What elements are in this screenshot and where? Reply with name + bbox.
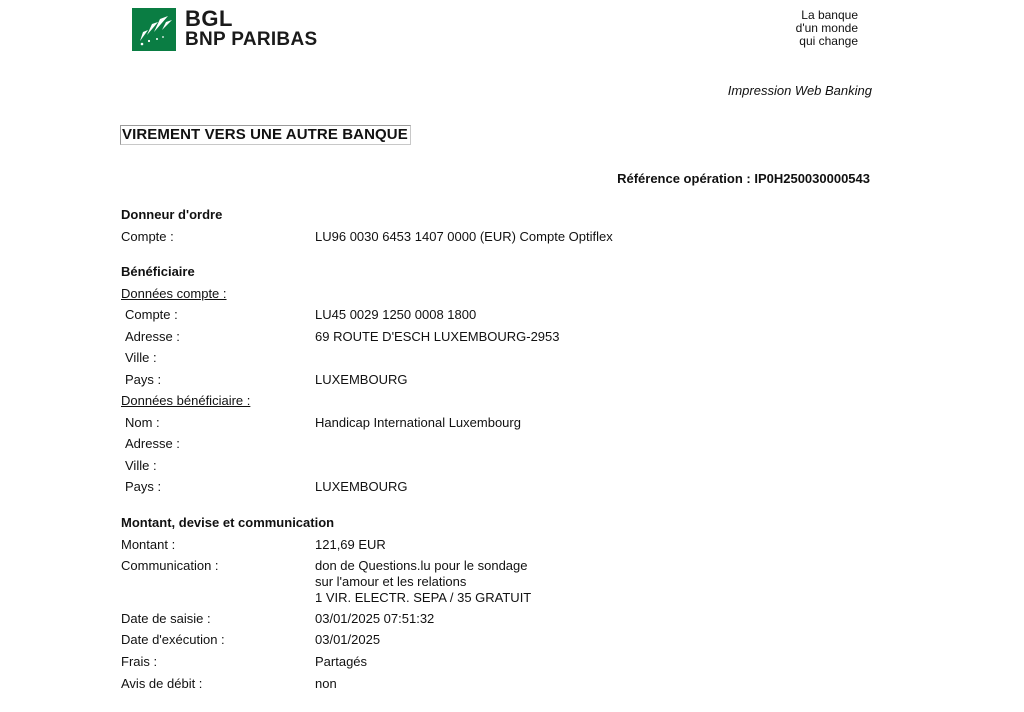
brand-name-line2: BNP PARIBAS: [185, 29, 318, 50]
field-label-adresse: Adresse :: [125, 329, 180, 344]
subsection-donnees-compte: Données compte :: [121, 286, 227, 301]
fees-value: Partagés: [315, 654, 368, 669]
field-label-compte: Compte :: [121, 229, 174, 244]
field-label-pays: Pays :: [125, 479, 162, 494]
section-title-donneur: Donneur d'ordre: [121, 207, 223, 222]
beneficiary-country-value: LUXEMBOURG: [315, 479, 408, 494]
section-title-montant: Montant, devise et communication: [121, 515, 335, 530]
field-label-adresse: Adresse :: [125, 436, 180, 451]
print-label: Impression Web Banking: [727, 83, 872, 98]
communication-line: don de Questions.lu pour le sondage: [315, 558, 528, 573]
subsection-donnees-beneficiaire: Données bénéficiaire :: [121, 393, 251, 408]
field-label-ville: Ville :: [125, 458, 157, 473]
bank-logo-icon: [132, 8, 176, 51]
execution-date-value: 03/01/2025: [315, 632, 381, 647]
field-label-pays: Pays :: [125, 372, 162, 387]
tagline-line: d'un monde: [795, 21, 858, 35]
field-label-frais: Frais :: [121, 654, 158, 669]
communication-line: sur l'amour et les relations: [315, 574, 467, 589]
field-label-compte: Compte :: [125, 307, 178, 322]
operation-reference: Référence opération : IP0H250030000543: [617, 171, 870, 186]
communication-value: [315, 558, 531, 606]
bank-address-value: 69 ROUTE D'ESCH LUXEMBOURG-2953: [315, 329, 560, 344]
brand-name-line1: BGL: [185, 6, 233, 31]
tagline-line: qui change: [799, 34, 858, 48]
field-label-avis-debit: Avis de débit :: [121, 676, 203, 691]
entry-date-value: 03/01/2025 07:51:32: [315, 611, 435, 626]
communication-line: 1 VIR. ELECTR. SEPA / 35 GRATUIT: [315, 590, 532, 605]
tagline-line: La banque: [801, 8, 858, 22]
field-label-ville: Ville :: [125, 350, 157, 365]
bank-country-value: LUXEMBOURG: [315, 372, 408, 387]
field-label-date-saisie: Date de saisie :: [121, 611, 211, 626]
beneficiary-account-value: LU45 0029 1250 0008 1800: [315, 307, 477, 322]
section-title-beneficiaire: Bénéficiaire: [121, 264, 195, 279]
bank-tagline: [796, 9, 858, 48]
donneur-account-value: LU96 0030 6453 1407 0000 (EUR) Compte Optiflex: [315, 229, 613, 244]
field-label-communication: Communication :: [121, 558, 219, 573]
amount-value: 121,69 EUR: [315, 537, 386, 552]
field-label-nom: Nom :: [125, 415, 160, 430]
document-title: VIREMENT VERS UNE AUTRE BANQUE: [120, 125, 411, 145]
beneficiary-name-value: Handicap International Luxembourg: [315, 415, 521, 430]
field-label-date-execution: Date d'exécution :: [121, 632, 225, 647]
debit-notice-value: non: [315, 676, 337, 691]
field-label-montant: Montant :: [121, 537, 176, 552]
